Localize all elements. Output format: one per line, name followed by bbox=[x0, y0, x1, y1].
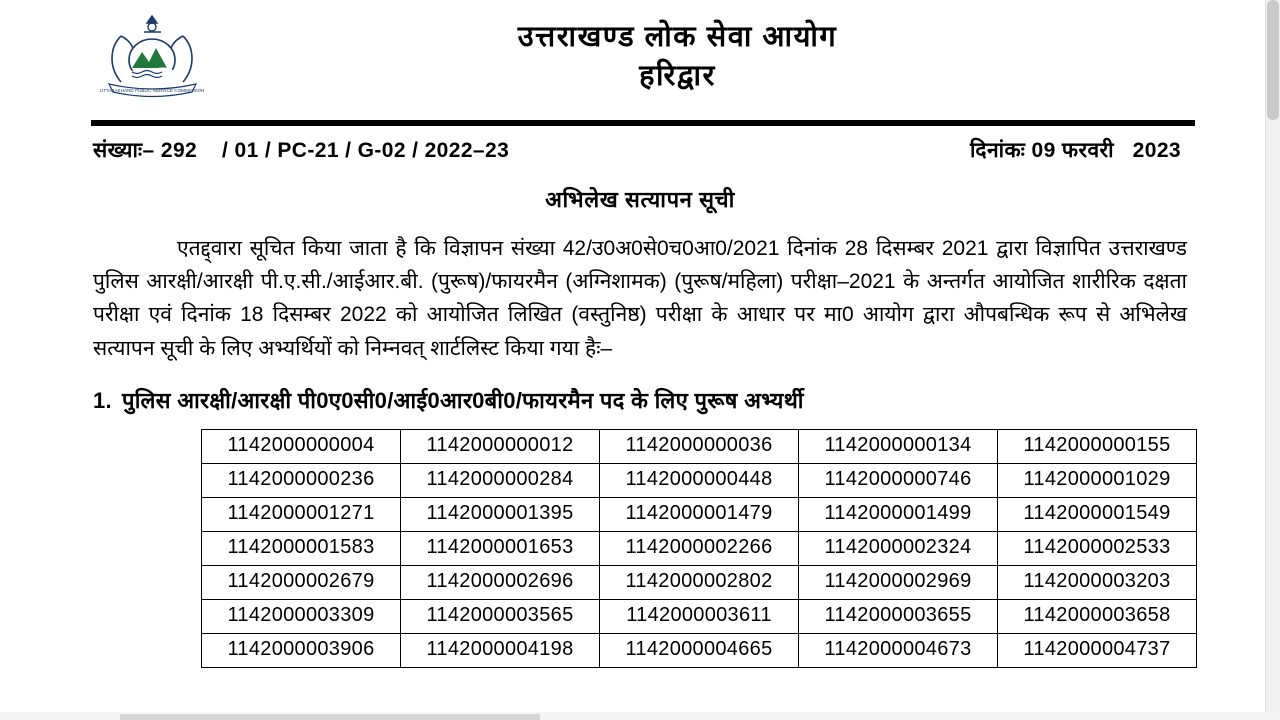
roll-number-cell: 1142000001271 bbox=[202, 497, 401, 531]
roll-number-cell: 1142000002266 bbox=[600, 531, 799, 565]
roll-number-cell: 1142000003906 bbox=[202, 633, 401, 667]
header-titles bbox=[210, 10, 1205, 96]
notice-paragraph bbox=[93, 232, 1187, 365]
vertical-scrollbar-thumb[interactable] bbox=[1267, 0, 1279, 120]
roll-number-cell: 1142000000004 bbox=[202, 429, 401, 463]
roll-number-cell: 1142000000036 bbox=[600, 429, 799, 463]
roll-number-cell: 1142000000012 bbox=[401, 429, 600, 463]
roll-number-cell: 1142000002696 bbox=[401, 565, 600, 599]
table-row bbox=[202, 633, 1197, 667]
organization-city: हरिद्वार bbox=[639, 60, 716, 93]
notice-paragraph-text: एतद्द्वारा सूचित किया जाता है कि विज्ञापन संख्या 42/उ0अ0से0च0आ0/2021 दिनांक 28 दिसम्बर 2021 द्वारा विज्ञापित उत्तराखण्ड पुलिस आरक्षी/आरक्षी पी.ए.सी./आईआर.बी. (पुरूष)/फायरमैन (अग्निशामक) (पुरूष/महिला) परीक्षा–2021 के अन्तर्गत आयोजित शारीरिक दक्षता परीक्षा एवं दिनांक 18 दिसम्बर 2022 को आयोजित लिखित (वस्तुनिष्ठ) परीक्षा के आधार पर मा0 आयोग द्वारा औपबन्धिक रूप से अभिलेख सत्यापन सूची के लिए अभ्यर्थियों को निम्नवत् शार्टलिस्ट किया गया हैः– bbox=[93, 237, 1187, 360]
roll-number-cell: 1142000001479 bbox=[600, 497, 799, 531]
table-row bbox=[202, 497, 1197, 531]
document-header bbox=[75, 10, 1205, 106]
roll-number-cell: 1142000001029 bbox=[998, 463, 1197, 497]
roll-number-cell: 1142000003611 bbox=[600, 599, 799, 633]
roll-number-cell: 1142000003565 bbox=[401, 599, 600, 633]
roll-number-cell: 1142000000448 bbox=[600, 463, 799, 497]
roll-number-cell: 1142000003203 bbox=[998, 565, 1197, 599]
letter-number-label: संख्याः– bbox=[93, 139, 155, 162]
roll-number-cell: 1142000002802 bbox=[600, 565, 799, 599]
section-heading bbox=[93, 385, 1187, 415]
roll-number-cell: 1142000002324 bbox=[799, 531, 998, 565]
roll-number-cell: 1142000001549 bbox=[998, 497, 1197, 531]
table-row bbox=[202, 463, 1197, 497]
letter-date-value: 09 फरवरी 2023 bbox=[1031, 139, 1181, 162]
horizontal-scrollbar-thumb[interactable] bbox=[120, 714, 540, 720]
document-body bbox=[75, 0, 1205, 668]
section-number: 1. bbox=[93, 387, 112, 413]
header-divider bbox=[91, 120, 1195, 126]
table-row bbox=[202, 565, 1197, 599]
section-title-text: पुलिस आरक्षी/आरक्षी पी0ए0सी0/आई0आर0बी0/फायरमैन पद के लिए पुरूष अभ्यर्थी bbox=[121, 387, 804, 413]
horizontal-scrollbar[interactable] bbox=[0, 712, 1280, 720]
roll-number-table bbox=[201, 429, 1197, 668]
table-row bbox=[202, 531, 1197, 565]
roll-number-cell: 1142000000236 bbox=[202, 463, 401, 497]
roll-number-cell: 1142000004673 bbox=[799, 633, 998, 667]
roll-number-cell: 1142000001499 bbox=[799, 497, 998, 531]
letter-date-label: दिनांकः bbox=[969, 139, 1026, 162]
table-row bbox=[202, 599, 1197, 633]
roll-number-cell: 1142000003658 bbox=[998, 599, 1197, 633]
letter-date bbox=[970, 136, 1181, 164]
roll-number-cell: 1142000001395 bbox=[401, 497, 600, 531]
roll-number-cell: 1142000003309 bbox=[202, 599, 401, 633]
roll-number-cell: 1142000001653 bbox=[401, 531, 600, 565]
roll-number-cell: 1142000002969 bbox=[799, 565, 998, 599]
roll-number-cell: 1142000003655 bbox=[799, 599, 998, 633]
roll-number-cell: 1142000000155 bbox=[998, 429, 1197, 463]
letter-meta-row bbox=[93, 136, 1181, 164]
table-row bbox=[202, 429, 1197, 463]
vertical-scrollbar[interactable] bbox=[1265, 0, 1280, 720]
letter-number bbox=[93, 136, 509, 164]
roll-number-cell: 1142000004198 bbox=[401, 633, 600, 667]
roll-number-cell: 1142000002679 bbox=[202, 565, 401, 599]
roll-number-cell: 1142000000284 bbox=[401, 463, 600, 497]
roll-number-cell: 1142000001583 bbox=[202, 531, 401, 565]
emblem-icon bbox=[95, 10, 210, 106]
page-title: अभिलेख सत्यापन सूची bbox=[545, 187, 735, 212]
roll-number-cell: 1142000002533 bbox=[998, 531, 1197, 565]
roll-number-cell: 1142000000746 bbox=[799, 463, 998, 497]
organization-title: उत्तराखण्ड लोक सेवा आयोग bbox=[517, 21, 838, 53]
roll-number-cell: 1142000000134 bbox=[799, 429, 998, 463]
letter-number-value: 292 / 01 / PC-21 / G-02 / 2022–23 bbox=[160, 139, 510, 162]
roll-number-cell: 1142000004665 bbox=[600, 633, 799, 667]
roll-number-cell: 1142000004737 bbox=[998, 633, 1197, 667]
svg-text:UTTARAKHAND PUBLIC SERVICE COM: UTTARAKHAND PUBLIC SERVICE COMMISSION bbox=[99, 88, 205, 93]
